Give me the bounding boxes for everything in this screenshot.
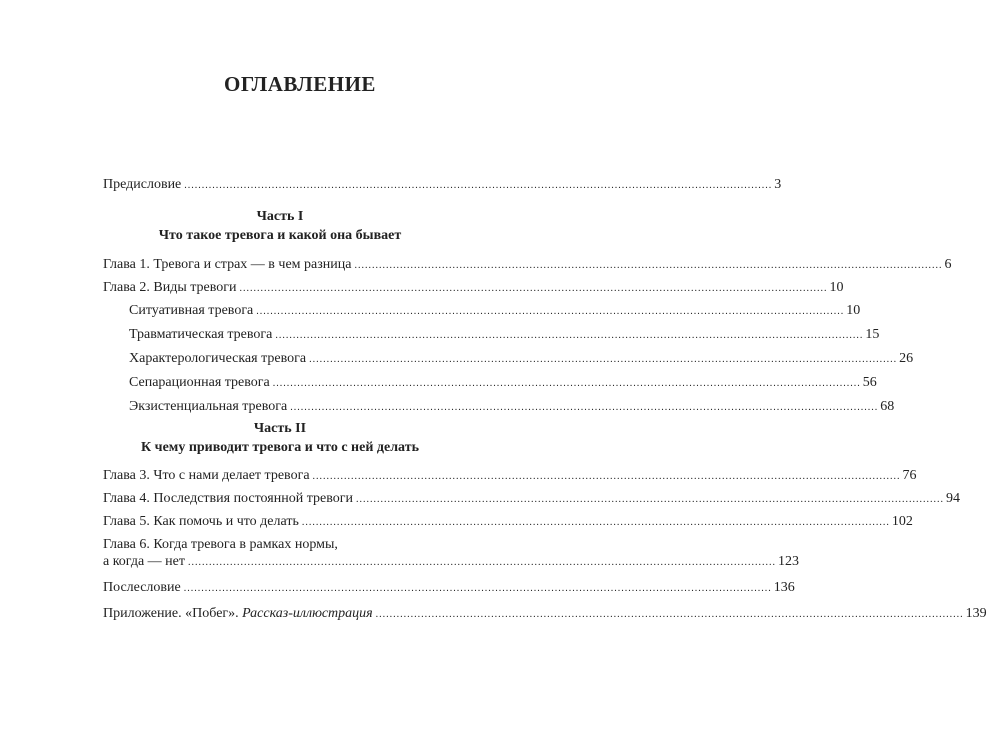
toc-part2: [103, 467, 987, 622]
entry-page: 6: [944, 257, 952, 272]
toc-preface: [103, 176, 782, 193]
entry-label: Послесловие: [103, 580, 181, 595]
part1-heading: Часть I: [256, 209, 304, 224]
dot-leader: ........................................................................................................................................................................: [354, 260, 943, 271]
entry-page: 123: [778, 554, 800, 569]
entry-page: 10: [846, 303, 861, 318]
entry-label-italic: Рассказ-иллюстрация: [242, 606, 373, 621]
dot-leader: ........................................................................................................................................................................: [290, 402, 879, 413]
toc-entry-line2: [103, 553, 800, 570]
entry-page: 3: [774, 177, 782, 192]
entry-page: 139: [965, 606, 987, 621]
dot-leader: ........................................................................................................................................................................: [256, 306, 845, 317]
toc-subentry[interactable]: [103, 398, 895, 415]
part2-subtitle: К чему приводит тревога и что с ней делать: [141, 440, 419, 455]
entry-label: Глава 2. Виды тревоги: [103, 280, 237, 295]
dot-leader: ........................................................................................................................................................................: [301, 517, 890, 528]
toc-subentry[interactable]: [103, 302, 861, 319]
toc-entry-appendix[interactable]: [103, 605, 987, 622]
entry-page: 68: [880, 399, 895, 414]
toc-subentry[interactable]: [103, 374, 877, 391]
toc-entry[interactable]: [103, 279, 844, 296]
dot-leader: ........................................................................................................................................................................: [183, 583, 772, 594]
toc-entry[interactable]: [103, 467, 917, 484]
entry-label: Глава 1. Тревога и страх — в чем разница: [103, 257, 352, 272]
entry-page: 26: [899, 351, 914, 366]
toc-subentry[interactable]: [103, 350, 914, 367]
toc-entry[interactable]: [103, 490, 960, 507]
entry-label: Предисловие: [103, 177, 182, 192]
entry-page: 76: [902, 468, 917, 483]
entry-label: Глава 3. Что с нами делает тревога: [103, 468, 310, 483]
entry-page: 94: [945, 491, 960, 506]
dot-leader: ........................................................................................................................................................................: [355, 494, 944, 505]
entry-page: 10: [829, 280, 844, 295]
entry-page: 136: [773, 580, 795, 595]
toc-entry[interactable]: [103, 176, 782, 193]
toc-subentry[interactable]: [103, 326, 880, 343]
entry-label: Глава 5. Как помочь и что делать: [103, 514, 299, 529]
entry-page: 56: [862, 375, 877, 390]
dot-leader: ........................................................................................................................................................................: [188, 557, 777, 568]
page-title: ОГЛАВЛЕНИЕ: [224, 72, 376, 96]
entry-label: Экзистенциальная тревога: [129, 399, 288, 414]
entry-label: Приложение. «Побег».: [103, 606, 239, 621]
toc-entry[interactable]: [103, 513, 913, 530]
entry-label: Характерологическая тревога: [129, 351, 307, 366]
entry-label-line2: а когда — нет: [103, 554, 186, 569]
dot-leader: ........................................................................................................................................................................: [375, 609, 964, 620]
entry-label-line1: Глава 6. Когда тревога в рамках нормы,: [103, 537, 338, 552]
entry-page: 15: [865, 327, 880, 342]
entry-label: Сепарационная тревога: [129, 375, 270, 390]
entry-label: Глава 4. Последствия постоянной тревоги: [103, 491, 353, 506]
entry-label: Ситуативная тревога: [129, 303, 254, 318]
part2-heading: Часть II: [253, 421, 307, 436]
dot-leader: ........................................................................................................................................................................: [309, 354, 898, 365]
entry-page: 102: [891, 514, 913, 529]
toc-entry[interactable]: [103, 256, 952, 273]
dot-leader: ........................................................................................................................................................................: [272, 378, 861, 389]
dot-leader: ........................................................................................................................................................................: [184, 180, 773, 191]
entry-label-group: [103, 605, 373, 622]
toc-part1: [103, 256, 952, 415]
dot-leader: ........................................................................................................................................................................: [239, 283, 828, 294]
dot-leader: ........................................................................................................................................................................: [275, 330, 864, 341]
part1-subtitle: Что такое тревога и какой она бывает: [158, 228, 402, 243]
dot-leader: ........................................................................................................................................................................: [312, 471, 901, 482]
toc-entry-afterword[interactable]: [103, 579, 795, 596]
toc-entry-multiline[interactable]: [103, 536, 800, 570]
entry-label: Травматическая тревога: [129, 327, 273, 342]
